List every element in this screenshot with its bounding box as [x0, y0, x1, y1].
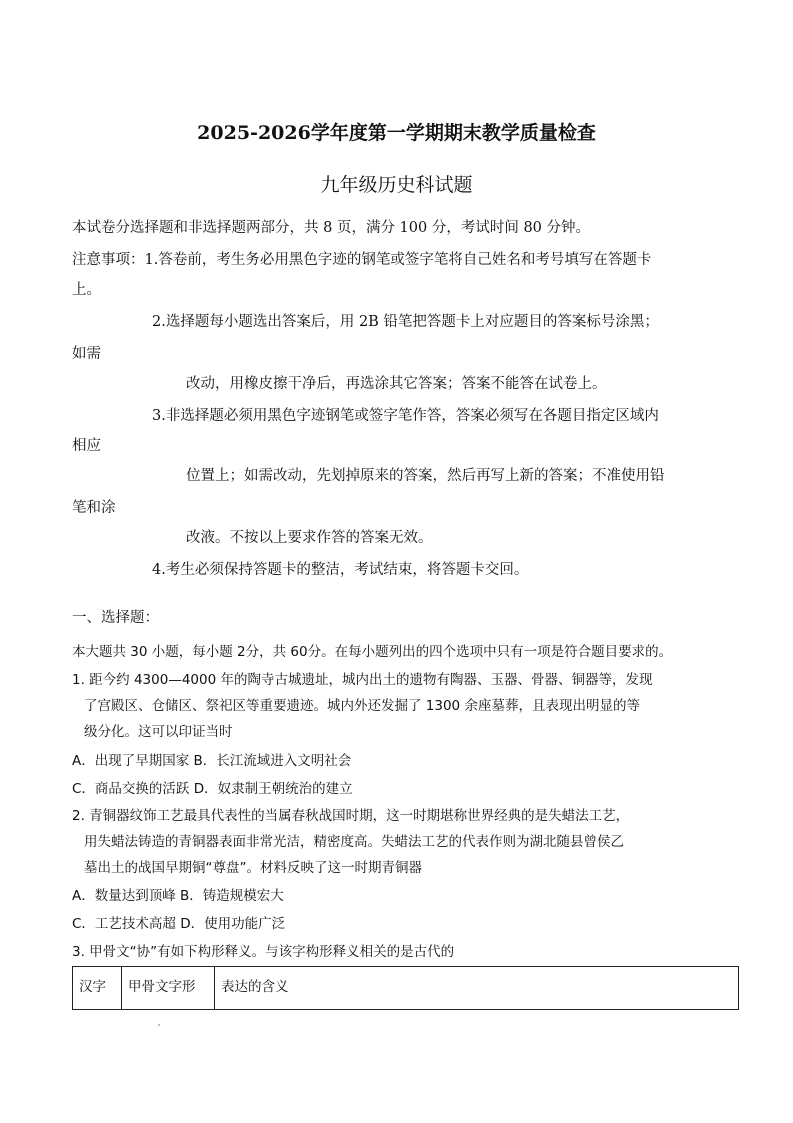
question-1-line-1: 1. 距今约 4300—4000 年的陶寺古城遗址，城内出土的遗物有陶器、玉器、骨器、铜器等，发现 — [72, 672, 653, 688]
question-2-options-cd: C．工艺技术高超 D．使用功能广泛 — [72, 916, 286, 932]
table-header-meaning: 表达的含义 — [215, 967, 739, 1010]
section-heading: 一、选择题： — [72, 610, 159, 626]
notice-line-4: 4.考生必须保持答题卡的整洁，考试结束，将答题卡交回。 — [152, 562, 529, 578]
notice-line-3d: 笔和涂 — [72, 500, 116, 516]
question-1-options-cd: C．商品交换的活跃 D．奴隶制王朝统治的建立 — [72, 781, 353, 797]
notice-line-3: 3.非选择题必须用黑色字迹钢笔或签字笔作答，答案必须写在各题目指定区域内 — [152, 408, 659, 424]
table-header-hanzi: 汉字 — [73, 967, 122, 1010]
question-2-line-1: 2. 青铜器纹饰工艺最具代表性的当属春秋战国时期，这一时期堪称世界经典的是失蜡法工艺， — [72, 808, 630, 824]
notice-line-2: 2.选择题每小题选出答案后，用 2B 铅笔把答题卡上对应题目的答案标号涂黑； — [152, 314, 659, 330]
exam-subtitle: 九年级历史科试题 — [320, 174, 473, 196]
table-header-oracle-glyph: 甲骨文字形 — [122, 967, 215, 1010]
intro-text: 本试卷分选择题和非选择题两部分，共 8 页，满分 100 分，考试时间 80 分钟。 — [72, 220, 591, 236]
glyph-table — [72, 966, 739, 1010]
scan-speck — [158, 1024, 160, 1026]
notice-line-2c: 改动，用橡皮擦干净后，再选涂其它答案；答案不能答在试卷上。 — [186, 376, 607, 392]
question-2-line-2: 用失蜡法铸造的青铜器表面非常光洁，精密度高。失蜡法工艺的代表作则为湖北随县曾侯乙 — [84, 834, 624, 850]
question-2-options-ab: A．数量达到顶峰 B．铸造规模宏大 — [72, 888, 284, 904]
question-1-line-2: 了宫殿区、仓储区、祭祀区等重要遗迹。城内外还发掘了 1300 余座墓葬，且表现出明显的等 — [84, 698, 640, 714]
section-description: 本大题共 30 小题，每小题 2分，共 60分。在每小题列出的四个选项中只有一项是符合题目要求的。 — [72, 644, 673, 660]
exam-title: 2025-2026学年度第一学期期末教学质量检查 — [197, 122, 596, 144]
notice-line-1: 注意事项：1.答卷前，考生务必用黑色字迹的钢笔或签字笔将自己姓名和考号填写在答题卡 — [72, 252, 652, 268]
notice-line-3b: 相应 — [72, 438, 101, 454]
question-1-options-ab: A．出现了早期国家 B．长江流域进入文明社会 — [72, 753, 352, 769]
question-2-line-3: 墓出土的战国早期铜“尊盘”。材料反映了这一时期青铜器 — [84, 860, 422, 876]
question-1-line-3: 级分化。这可以印证当时 — [84, 724, 233, 740]
notice-line-2b: 如需 — [72, 346, 101, 362]
notice-line-3c: 位置上；如需改动，先划掉原来的答案，然后再写上新的答案；不准使用铅 — [186, 468, 665, 484]
notice-line-1b: 上。 — [72, 282, 101, 298]
table-header-row — [73, 967, 739, 1010]
notice-line-3e: 改液。不按以上要求作答的答案无效。 — [186, 530, 433, 546]
question-3-line-1: 3. 甲骨文“协”有如下构形释义。与该字构形释义相关的是古代的 — [72, 944, 455, 960]
